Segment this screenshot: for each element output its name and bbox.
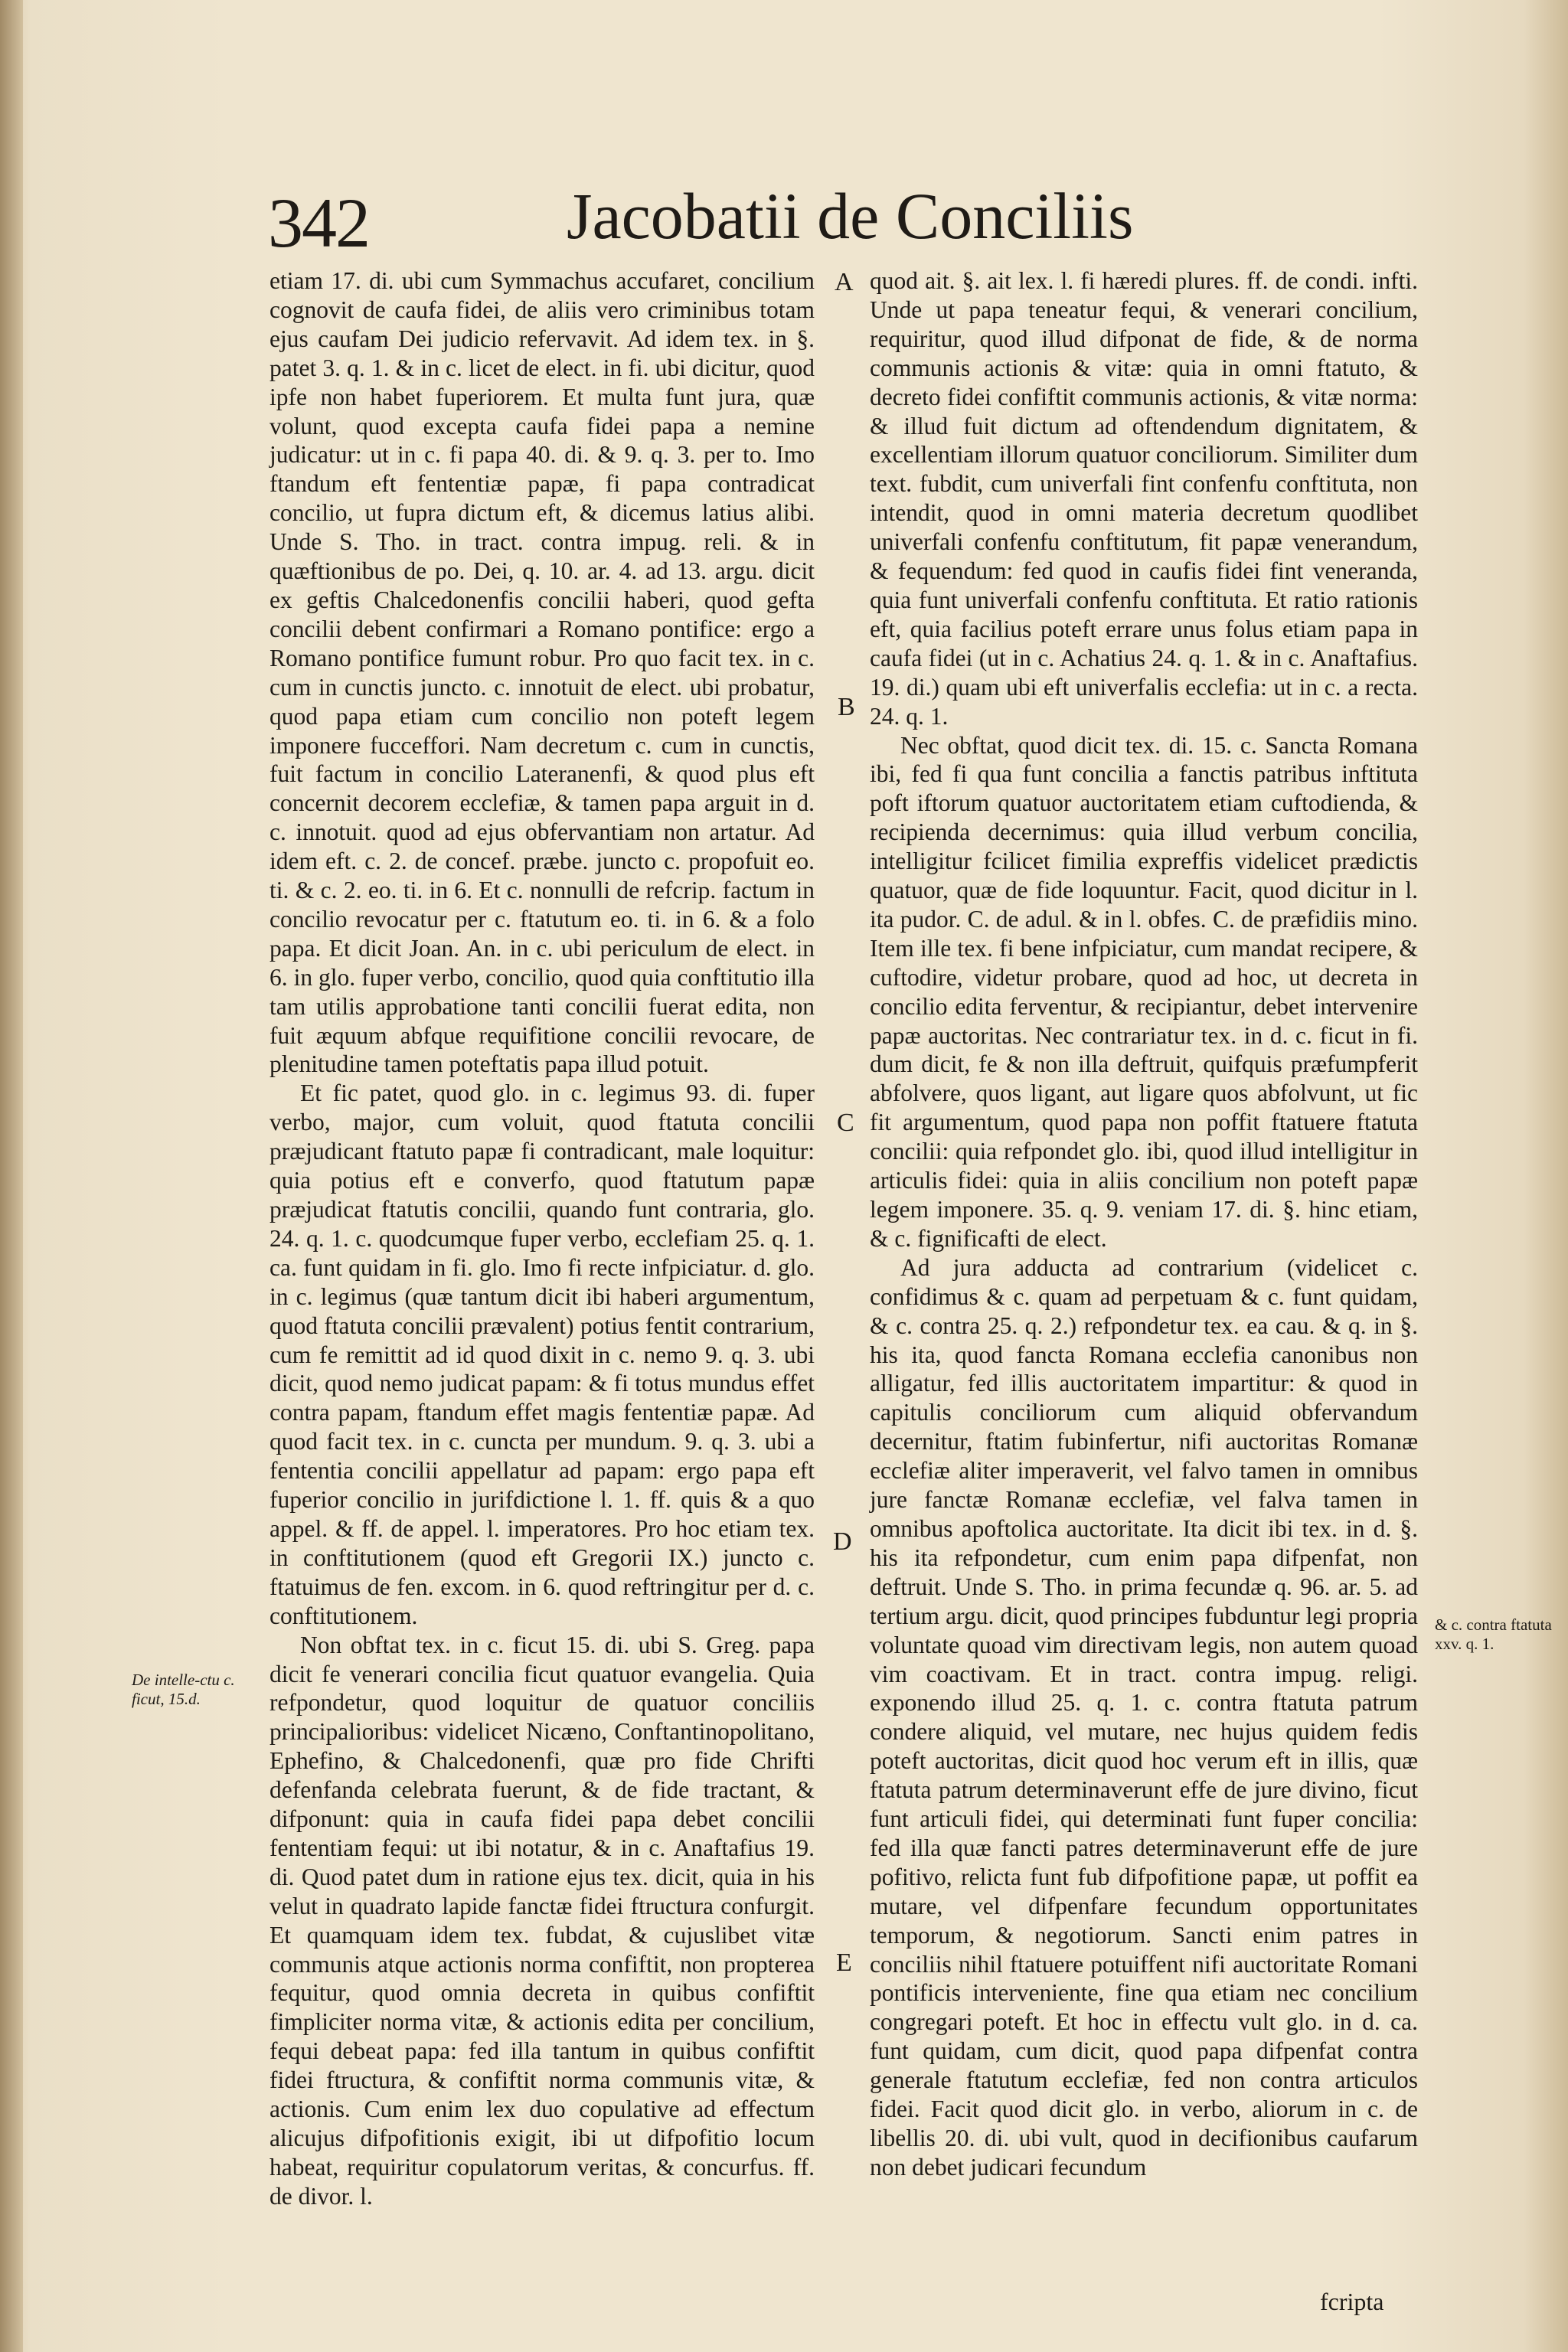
right-paragraph-3: Ad jura adducta ad contrarium (videlicet c. confidimus & c. quam ad perpetuam & c. funt quidam, & c. contra 25. q. 2.) refpondetur tex. ea cau. & q. in §. his ita, quod fancta Romana ecclefia canonibus non alligatur, fed illis auctoritatem impartitur: & quod in capitulis conciliorum cum aliquid obfervandum decernitur, ftatim fubinfertur, nifi auctoritas Romanæ ecclefiæ aliter imperaverit, vel falvo tamen in omnibus jure fanctæ Romanæ ecclefiæ, vel falva tamen in omnibus apoftolica auctoritate. Ita dicit ibi tex. in d. §. his ita refpondetur, cum enim papa difpenfat, non deftruit. Unde S. Tho. in prima fecundæ q. 96. ar. 5. ad tertium argu. dicit, quod principes fubduntur legi propria voluntate quoad vim directivam legis, non autem quoad vim coactivam. Et in tract. contra impug. religi. exponendo illud 25. q. 1. c. contra ftatuta patrum condere aliquid, vel mutare, nec hujus quidem fedis poteft auctoritas, dicit quod hoc verum eft in illis, quæ ftatuta patrum determinaverunt effe de jure divino, ficut funt articuli fidei, qui determinati funt fuper concilia: fed illa quæ fancti patres determinaverunt effe de jure pofitivo, relicta funt fub difpofitione papæ, ut poffit ea mutare, vel difpenfare fecundum opportunitates temporum, & negotiorum. Sancti enim patres in conciliis nihil ftatuere potuiffent nifi auctoritate Romani pontificis interveniente, fine qua etiam nec concilium congregari poteft. Et hoc in effectu vult glo. in d. ca. funt quidam, cum dicit, quod papa difpenfat contra generale ftatutum ecclefiæ, fed non contra articulos fidei. Facit quod dicit glo. in verbo, aliorum in c. de libellis 20. di. ubi vult, quod in decifionibus caufarum non debet judicari fecundum [870, 1253, 1418, 2180]
section-letter-d: D [833, 1527, 852, 1556]
section-letter-c: C [837, 1109, 854, 1137]
page-gutter-shadow [0, 0, 23, 2352]
left-paragraph-1: etiam 17. di. ubi cum Symmachus accufaret, concilium cognovit de caufa fidei, de aliis vero criminibus totam ejus caufam Dei judicio refervavit. Ad idem tex. in §. patet 3. q. 1. & in c. licet de elect. in fi. ubi dicitur, quod ipfe non habet fuperiorem. Et multa funt jura, quæ volunt, quod excepta caufa fidei papa a nemine judicatur: ut in c. fi papa 40. di. & 9. q. 3. per to. Imo ftandum eft fententiæ papæ, fi papa contradicat concilio, ut fupra dictum eft, & dicemus latius alibi. Unde S. Tho. in tract. contra impug. reli. & in quæftionibus de po. Dei, q. 10. ar. 4. ad 13. argu. dicit ex geftis Chalcedonenfis concilii haberi, quod gefta concilii debent confirmari a Romano pontifice: ergo a Romano pontifice fumunt robur. Pro quo facit tex. in c. cum in cunctis juncto. c. innotuit de elect. ubi probatur, quod papa etiam cum concilio non poteft legem imponere fucceffori. Nam decretum c. cum in cunctis, fuit factum in concilio Lateranenfi, & quod plus eft concernit decorem ecclefiæ, & tamen papa arguit in d. c. innotuit. quod ad ejus obfervantiam non artatur. Ad idem eft. c. 2. de concef. præbe. juncto c. propofuit eo. ti. & c. 2. eo. ti. in 6. Et c. nonnulli de refcrip. factum in concilio revocatur per c. ftatutum eo. ti. in 6. & a folo papa. Et dicit Joan. An. in c. ubi periculum de elect. in 6. in glo. fuper verbo, concilio, quod quia conftitutio illa tam utilis approbatione tanti concilii fuerat edita, non fuit æquum abfque requifitione concilii revocare, de plenitudine tamen poteftatis papa illud potuit. [270, 267, 815, 1078]
right-column [870, 266, 1418, 2182]
page-number: 342 [268, 184, 369, 262]
section-letter-b: B [838, 693, 855, 721]
margin-note-left: De intelle-ctu c. ficut, 15.d. [132, 1671, 235, 1708]
left-paragraph-2: Et fic patet, quod glo. in c. legimus 93. di. fuper verbo, major, cum voluit, quod ftatuta concilii præjudicant ftatuto papæ fi contradicant, male loquitur: quia potius eft e converfo, quod ftatutum papæ præjudicat ftatutis concilii, quando funt contraria, glo. 24. q. 1. c. quodcumque fuper verbo, ecclefiam 25. q. 1. ca. funt quidam in fi. glo. Imo fi recte infpiciatur. d. glo. in c. legimus (quæ tantum dicit ibi haberi argumentum, quod ftatuta concilii prævalent) potius fentit contrarium, cum fe remittit ad id quod dixit in c. nemo 9. q. 3. ubi dicit, quod nemo judicat papam: & fi totus mundus effet contra papam, ftandum effet magis fententiæ papæ. Ad quod facit tex. in c. cuncta per mundum. 9. q. 3. ubi a fententia concilii appellatur ad papam: ergo papa eft fuperior concilio in jurifdictione l. 1. ff. quis & a quo appel. & ff. de appel. l. imperatores. Pro hoc etiam tex. in conftitutionem (quod eft Gregorii IX.) juncto c. ftatuimus de fen. excom. in 6. quod reftringitur per d. c. conftitutionem. [270, 1080, 815, 1629]
running-title: Jacobatii de Conciliis [567, 179, 1134, 253]
page-header [268, 179, 1416, 266]
left-column [270, 266, 815, 2211]
right-paragraph-2: Nec obftat, quod dicit tex. di. 15. c. Sancta Romana ibi, fed fi qua funt concilia a fanctis patribus inftituta poft iftorum quatuor auctoritatem etiam cuftodienda, & recipienda decernimus: quia illud verbum concilia, intelligitur fcilicet fimilia expreffis videlicet prædictis quatuor, quæ de fide loquuntur. Facit, quod dicitur in l. ita pudor. C. de adul. & in l. obfes. C. de præfidiis mino. Item ille tex. fi bene infpiciatur, cum mandat recipere, & cuftodire, videtur probare, quod ad hoc, ut decreta in concilio edita ferventur, & recipiantur, debet intervenire papæ auctoritas. Nec contrariatur tex. in d. c. ficut in fi. dum dicit, fe & non illa deftruit, quifquis præfumpferit abfolvere, quos ligant, aut ligare quos abfolvunt, ut fic fit argumentum, quod papa non poffit ftatuere ftatuta concilii: quia refpondet glo. ibi, quod illud intelligitur in articulis fidei: quia in aliis concilium non poteft papæ legem imponere. 35. q. 9. veniam 17. di. §. hinc etiam, & c. fignificafti de elect. [870, 731, 1418, 1252]
margin-note-right: & c. contra ftatuta xxv. q. 1. [1435, 1615, 1552, 1653]
left-paragraph-3: Non obftat tex. in c. ficut 15. di. ubi S. Greg. papa dicit fe venerari concilia ficut quatuor evangelia. Quia refpondetur, quod loquitur de quatuor conciliis principalioribus: videlicet Nicæno, Conftantinopolitano, Ephefino, & Chalcedonenfi, quæ pro fide Chrifti defenfanda celebrata fuerunt, & de fide tractant, & difponunt: quia in caufa fidei papa debet concilii fententiam fequi: ut ibi notatur, & in c. Anaftafius 19. di. Quod patet dum in ratione ejus tex. dicit, quia in his velut in quadrato lapide fanctæ fidei ftructura confurgit. Et quamquam idem tex. fubdat, & cujuslibet vitæ communis atque actionis norma confiftit, non propterea fequitur, quod omnia decreta in quibus confiftit fimpliciter norma vitæ, & actionis edita per concilium, fequi debeat papa: fed illa tantum in quibus confiftit fidei ftructura, & confiftit norma communis vitæ, & actionis. Cum enim lex duo copulative ad effectum alicujus difpofitionis exigit, ibi ut difpofitio locum habeat, requiritur copulatorum veritas, & concurfus. ff. de divor. l. [270, 1631, 815, 2210]
right-paragraph-1: quod ait. §. ait lex. l. fi hæredi plures. ff. de condi. infti. Unde ut papa teneatur fequi, & venerari concilium, requiritur, quod illud difponat de fide, & de norma communis actionis & vitæ: quia in omni ftatuto, & decreto fidei confiftit communis actionis, & vitæ norma: & illud fuit dictum ad oftendendum dignitatem, & excellentiam illorum quatuor conciliorum. Similiter dum text. fubdit, cum univerfali fint confenfu conftituta, non intendit, quod in omni materia decretum quodlibet univerfali confenfu conftitutum, fit papæ venerandum, & fequendum: fed quod in caufis fidei fint veneranda, quia funt univerfali confenfu conftituta. Et ratio rationis eft, quia facilius poteft errare unus folus etiam papa in caufa fidei (ut in c. Achatius 24. q. 1. & in c. Anaftafius. 19. di.) quam ubi eft univerfalis ecclefia: ut in c. a recta. 24. q. 1. [870, 267, 1418, 730]
section-letter-e: E [836, 1949, 852, 1977]
section-letter-a: A [835, 268, 854, 296]
catchword: fcripta [1320, 2288, 1384, 2315]
